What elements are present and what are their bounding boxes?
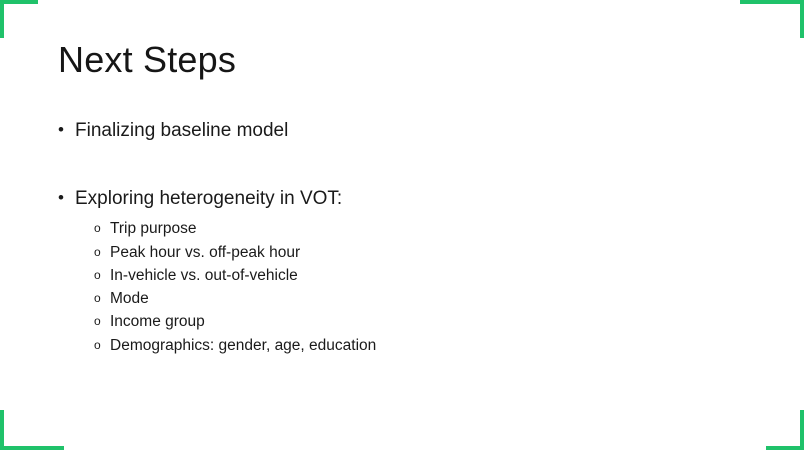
sub-bullet-item: [94, 241, 718, 264]
sub-bullet-text: Income group: [110, 313, 205, 331]
sub-bullet-list: [94, 217, 718, 357]
corner-decoration-top-left: [0, 0, 38, 38]
sub-bullet-text: Mode: [110, 290, 149, 308]
bullet-text: Finalizing baseline model: [75, 120, 289, 141]
sub-bullet-text: Demographics: gender, age, education: [110, 336, 377, 354]
sub-bullet-item: [94, 217, 718, 240]
bullet-item: [58, 186, 718, 212]
sub-bullet-marker-icon: o: [94, 267, 101, 282]
bullet-spacer: [58, 148, 718, 186]
sub-bullet-marker-icon: o: [94, 314, 101, 329]
corner-decoration-top-right: [740, 0, 804, 38]
slide-title: Next Steps: [58, 39, 237, 80]
sub-bullet-marker-icon: o: [94, 221, 101, 236]
bullet-marker-icon: •: [58, 120, 64, 139]
sub-bullet-item: [94, 310, 718, 333]
sub-bullet-marker-icon: o: [94, 337, 101, 352]
sub-bullet-item: [94, 264, 718, 287]
bullet-text: Exploring heterogeneity in VOT:: [75, 187, 343, 209]
sub-bullet-item: [94, 334, 718, 357]
sub-bullet-marker-icon: o: [94, 291, 101, 306]
corner-decoration-bottom-left: [0, 410, 64, 450]
sub-bullet-item: [94, 287, 718, 310]
sub-bullet-text: Trip purpose: [110, 220, 197, 238]
sub-bullet-text: In-vehicle vs. out-of-vehicle: [110, 266, 298, 284]
corner-decoration-bottom-right: [766, 410, 804, 450]
bullet-item: [58, 118, 718, 144]
bullet-marker-icon: •: [58, 187, 64, 207]
sub-bullet-text: Peak hour vs. off-peak hour: [110, 243, 301, 261]
slide-content: [58, 118, 718, 357]
sub-bullet-marker-icon: o: [94, 244, 101, 259]
